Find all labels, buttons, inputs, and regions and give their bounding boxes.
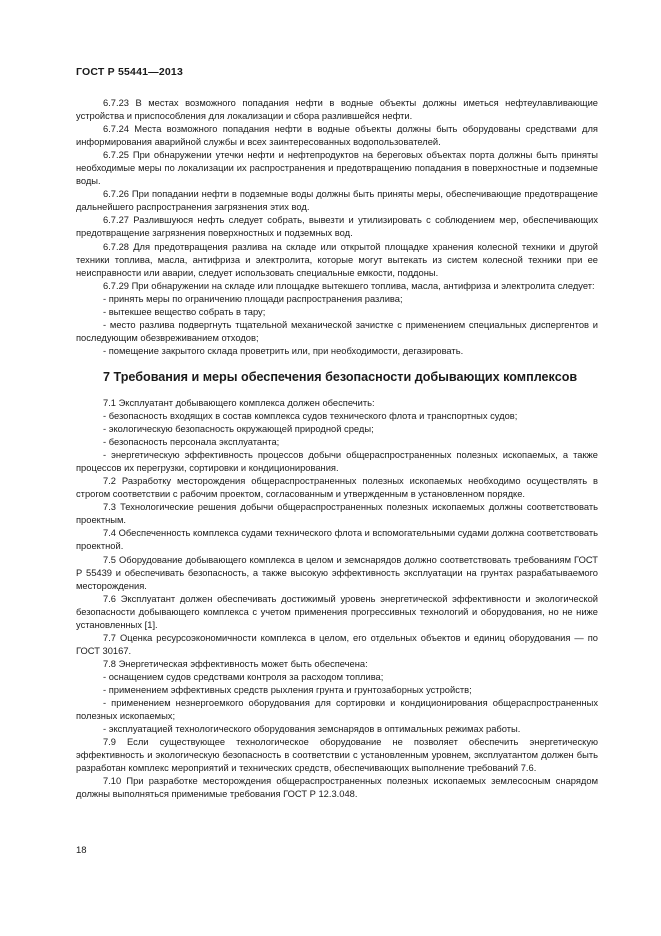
- paragraph-7-4: 7.4 Обеспеченность комплекса судами технического флота и вспомогательными судами должна соответствовать проектной.: [76, 528, 598, 552]
- list-item: - помещение закрытого склада проветрить или, при необходимости, дегазировать.: [103, 345, 464, 356]
- paragraph-7-8: 7.8 Энергетическая эффективность может быть обеспечена:: [103, 658, 368, 669]
- paragraph-7-10: 7.10 При разработке месторождения общераспространенных полезных ископаемых землесосным снарядом должны выполняться применимые требования ГОСТ Р 12.3.048.: [76, 776, 598, 800]
- list-item: - применением эффективных средств рыхления грунта и грунтозаборных устройств;: [103, 684, 472, 695]
- list-item: - безопасность персонала эксплуатанта;: [103, 437, 280, 448]
- paragraph-6-7-23: 6.7.23 В местах возможного попадания нефти в водные объекты должны иметься нефтеулавливающие устройства и приспособления для локализации и сбора разлившейся нефти.: [76, 98, 598, 122]
- section-7-title: 7 Требования и меры обеспечения безопасности добывающих комплексов: [103, 369, 578, 384]
- paragraph-6-7-29: 6.7.29 При обнаружении на складе или площадке вытекшего топлива, масла, антифриза и электролита следует:: [103, 280, 595, 291]
- paragraph-7-9: 7.9 Если существующее технологическое оборудование не позволяет обеспечить энергетическую эффективность и экологическую безопасность в соответствии с установленным уровнем, эксплуатантом должен быть разработан комплекс мероприятий и технических средств, обеспечивающих выполнение требований 7.6.: [76, 737, 598, 774]
- list-item: - эксплуатацией технологического оборудования земснарядов в оптимальных режимах работы.: [103, 724, 521, 735]
- list-item: - оснащением судов средствами контроля за расходом топлива;: [103, 671, 384, 682]
- paragraph-6-7-25: 6.7.25 При обнаружении утечки нефти и нефтепродуктов на береговых объектах порта должны быть приняты необходимые меры по локализации их распространения и предотвращению попадания в поверхностные и подземные воды.: [76, 150, 598, 187]
- paragraph-6-7-26: 6.7.26 При попадании нефти в подземные воды должны быть приняты меры, обеспечивающие предотвращение дальнейшего распространения загрязнения этих вод.: [76, 189, 598, 213]
- list-item: - безопасность входящих в состав комплекса судов технического флота и транспортных судов;: [103, 410, 518, 421]
- paragraph-7-7: 7.7 Оценка ресурсоэкономичности комплекса в целом, его отдельных объектов и единиц оборудования — по ГОСТ 30167.: [76, 632, 598, 656]
- paragraph-6-7-24: 6.7.24 Места возможного попадания нефти в водные объекты должны быть оборудованы средствами для информирования аварийной службы и всех заинтересованных водопользователей.: [76, 124, 598, 148]
- list-item: - применением незнергоемкого оборудования для сортировки и кондиционирования общераспространенных полезных ископаемых;: [76, 698, 598, 722]
- list-item: - экологическую безопасность окружающей природной среды;: [103, 424, 374, 435]
- page-number: 18: [76, 845, 87, 856]
- section-6-continuation: [76, 97, 598, 358]
- paragraph-6-7-28: 6.7.28 Для предотвращения разлива на складе или открытой площадке хранения колесной техники и другой техники топлива, масла, антифриза и электролита, которые могут вытекать из систем колесной техники при ее неисправности или аварии, следует использовать специальные емкости, поддоны.: [76, 241, 598, 278]
- list-item: - принять меры по ограничению площади распространения разлива;: [103, 293, 403, 304]
- paragraph-6-7-27: 6.7.27 Разлившуюся нефть следует собрать, вывезти и утилизировать с соблюдением мер, обеспечивающих предотвращение загрязнения поверхностных и подземных вод.: [76, 215, 598, 239]
- list-item: - вытекшее вещество собрать в тару;: [103, 306, 266, 317]
- document-page: [76, 66, 598, 801]
- paragraph-7-3: 7.3 Технологические решения добычи общераспространенных полезных ископаемых должны соответствовать проектным.: [76, 502, 598, 526]
- paragraph-7-5: 7.5 Оборудование добывающего комплекса в целом и земснарядов должно соответствовать требованиям ГОСТ Р 55439 и обеспечивать безопасность, а также высокую эффективность эксплуатации на грунтах разрабатываемого месторождения.: [76, 554, 598, 591]
- document-header: ГОСТ Р 55441—2013: [76, 66, 184, 78]
- list-item: - энергетическую эффективность процессов добычи общераспространенных полезных ископаемых, а также процессов их перегрузки, сортировки и кондиционирования.: [76, 450, 598, 474]
- paragraph-7-6: 7.6 Эксплуатант должен обеспечивать достижимый уровень энергетической эффективности и экологической безопасности добывающего комплекса с учетом применения прогрессивных технологий и оборудования, но не ниже установленных [1].: [76, 593, 598, 630]
- list-item: - место разлива подвергнуть тщательной механической зачистке с применением специальных диспергентов и последующим обезвреживанием отходов;: [76, 319, 598, 343]
- paragraph-7-2: 7.2 Разработку месторождения общераспространенных полезных ископаемых необходимо осуществлять в строгом соответствии с рабочим проектом, согласованным и утвержденным в установленном порядке.: [76, 476, 598, 500]
- paragraph-7-1: 7.1 Эксплуатант добывающего комплекса должен обеспечить:: [103, 397, 375, 408]
- section-7-body: [76, 397, 598, 801]
